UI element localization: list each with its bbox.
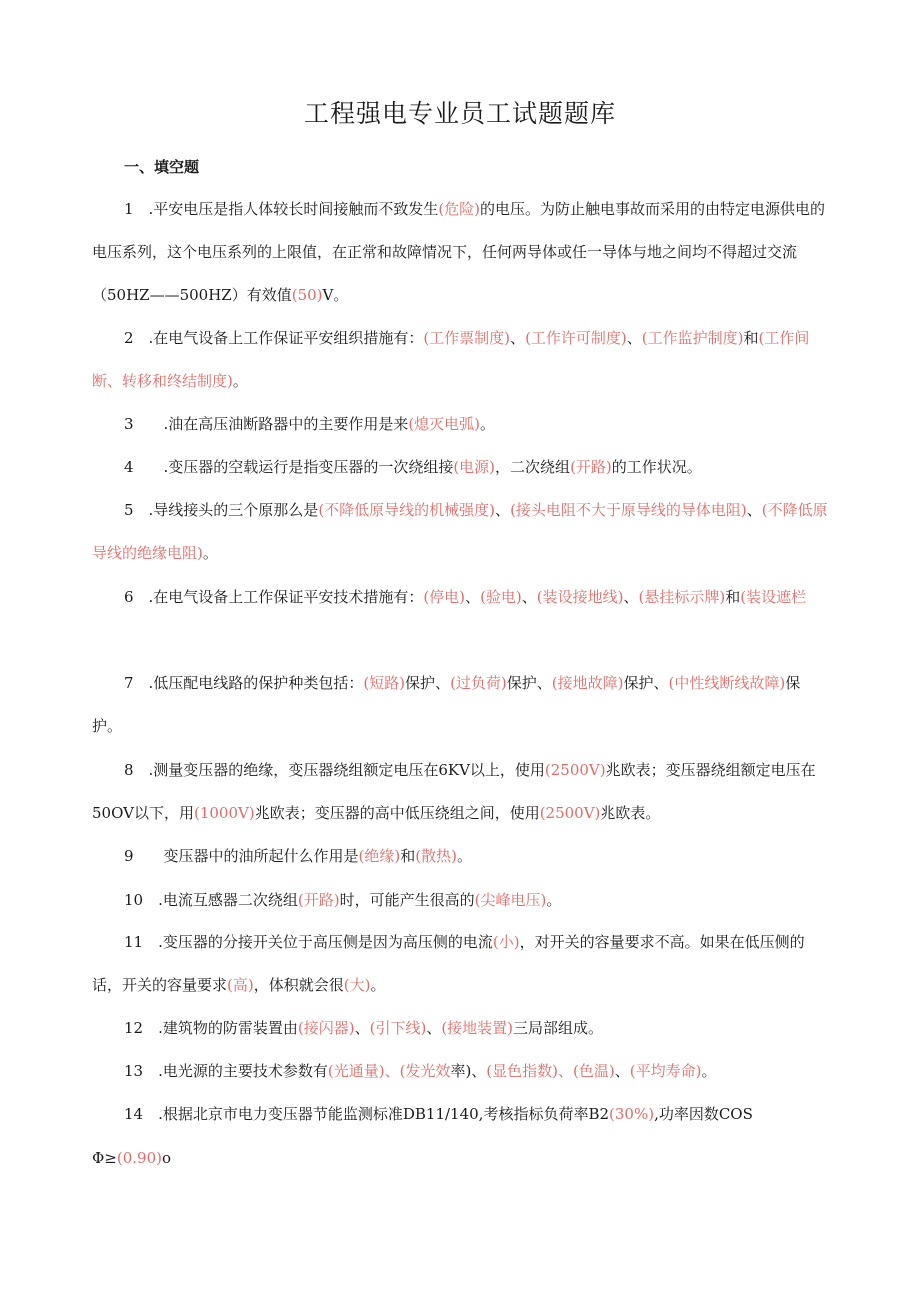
answer-text: (工作许可制度) — [525, 329, 627, 347]
question-text: 5 .导线接头的三个原那么是 — [124, 501, 319, 519]
answer-text: (过负荷) — [450, 674, 507, 692]
question-text: 兆欧表；变压器的高中低压绕组之间，使用 — [254, 804, 540, 822]
question-text: 、 — [510, 329, 526, 347]
answer-text: (开路) — [297, 891, 340, 909]
question-text: ，对开关的容量要求不高。如果在低压侧的话，开关的容量要求 — [92, 933, 805, 994]
question-text: 的工作状况。 — [611, 458, 702, 476]
answer-text: (发光效 — [399, 1062, 451, 1080]
question-14 — [92, 1093, 828, 1136]
question-text: 、 — [626, 329, 642, 347]
question-text: 10 .电流互感器二次绕组 — [124, 891, 298, 909]
question-text: 6 .在电气设备上工作保证平安技术措施有： — [124, 588, 424, 606]
question-text: 。 — [701, 1062, 717, 1080]
section-heading: 一、填空题 — [124, 158, 200, 176]
question-text: 。 — [370, 976, 386, 994]
question-text: 。 — [457, 847, 473, 865]
answer-text: (50) — [291, 286, 323, 304]
answer-text: (散热) — [415, 847, 457, 865]
answer-text: (验电) — [480, 588, 522, 606]
answer-text: (装设接地线) — [536, 588, 624, 606]
answer-text: (接地装置) — [441, 1019, 514, 1037]
answer-text: (接头电阻不大于原导线的导体电阻) — [510, 501, 747, 519]
question-text: 、 — [623, 588, 639, 606]
question-14-continuation — [92, 1137, 828, 1180]
answer-text: (开路) — [570, 458, 612, 476]
question-text: 12 .建筑物的防雷装置由 — [124, 1019, 298, 1037]
question-text: 率)、 — [450, 1062, 487, 1080]
question-text: 和 — [725, 588, 741, 606]
question-text: o — [161, 1149, 172, 1167]
question-text: 兆欧表；变压器绕组额定电压在50OV以下，用 — [92, 761, 816, 822]
question-9 — [92, 835, 828, 878]
question-2 — [92, 317, 828, 403]
question-text: 、 — [495, 501, 511, 519]
question-7 — [92, 662, 828, 748]
answer-text: (熄灭电弧) — [408, 415, 481, 433]
answer-text: (工作监护制度) — [641, 329, 744, 347]
question-text: 和 — [743, 329, 759, 347]
question-text: 、 — [354, 1019, 370, 1037]
answer-text: (显色指数)、 — [486, 1062, 574, 1080]
question-12 — [92, 1007, 828, 1050]
question-1 — [92, 188, 828, 317]
answer-text: (色温) — [573, 1062, 615, 1080]
question-text: ，体积就会很 — [253, 976, 344, 994]
question-text: 1 .平安电压是指人体较长时间接触而不致发生 — [124, 200, 439, 218]
question-text: 保护、 — [405, 674, 451, 692]
question-text: ，二次绕组 — [495, 458, 571, 476]
answer-text: (0.90) — [116, 1149, 162, 1167]
question-text: 。 — [202, 544, 218, 562]
answer-text: (1000V) — [193, 804, 255, 822]
question-text: 2 .在电气设备上工作保证平安组织措施有： — [124, 329, 424, 347]
question-text: 、 — [426, 1019, 442, 1037]
answer-text: (光通量)、 — [327, 1062, 400, 1080]
question-text: 9 变压器中的油所起什么作用是 — [124, 847, 359, 865]
answer-text: (大) — [343, 976, 371, 994]
question-text: Φ≥ — [92, 1149, 117, 1167]
question-text: ,功率因数COS — [654, 1105, 753, 1123]
question-text: 保护。 — [92, 674, 801, 735]
question-5 — [92, 489, 828, 575]
question-text: 。 — [232, 372, 248, 390]
question-text: 兆欧表。 — [600, 804, 661, 822]
question-text: 13 .电光源的主要技术参数有 — [124, 1062, 328, 1080]
answer-text: (不降低原导线的绝缘电阻) — [92, 501, 828, 562]
question-text: 。 — [546, 891, 562, 909]
answer-text: (中性线断线故障) — [668, 674, 786, 692]
question-3 — [92, 403, 828, 446]
answer-text: (高) — [227, 976, 254, 994]
question-text: 的电压。为防止触电事故而采用的由特定电源供电的电压系列，这个电压系列的上限值，在正常和故障情况下，任何两导体或任一导体与地之间均不得超过交流（50HZ——500HZ）有效值 — [92, 200, 826, 304]
question-text: 、 — [614, 1062, 630, 1080]
answer-text: (悬挂标示牌) — [638, 588, 726, 606]
question-text: V。 — [322, 286, 349, 304]
question-text: 7 .低压配电线路的保护种类包括： — [124, 674, 364, 692]
answer-text: (30%) — [609, 1105, 655, 1123]
question-text: 、 — [521, 588, 537, 606]
question-8 — [92, 749, 828, 835]
page-title: 工程强电专业员工试题题库 — [303, 99, 616, 128]
question-text: 8 .测量变压器的绝缘，变压器绕组额定电压在6KV以上，使用 — [124, 761, 545, 779]
question-text: 3 .油在高压油断路器中的主要作用是来 — [124, 415, 409, 433]
answer-text: (接闪器) — [297, 1019, 355, 1037]
question-text: 时，可能产生很高的 — [339, 891, 475, 909]
answer-text: (平均寿命) — [629, 1062, 702, 1080]
answer-text: (尖峰电压) — [474, 891, 547, 909]
question-text: 4 .变压器的空载运行是指变压器的一次绕组接 — [124, 458, 454, 476]
answer-text: (短路) — [363, 674, 406, 692]
answer-text: (接地故障) — [551, 674, 624, 692]
answer-text: (2500V) — [539, 804, 601, 822]
question-text: 保护、 — [506, 674, 552, 692]
question-text: 11 .变压器的分接开关位于高压侧是因为高压侧的电流 — [124, 933, 493, 951]
question-13 — [92, 1050, 828, 1093]
question-text: 、 — [746, 501, 762, 519]
question-text: 保护、 — [623, 674, 669, 692]
answer-text: (小) — [492, 933, 520, 951]
answer-text: (电源) — [453, 458, 496, 476]
question-10 — [92, 879, 828, 922]
question-text: 和 — [400, 847, 416, 865]
answer-text: (不降低原导线的机械强度) — [318, 501, 496, 519]
answer-text: (2500V) — [544, 761, 606, 779]
answer-text: (绝缘) — [358, 847, 401, 865]
answer-text: (装设遮栏 — [740, 588, 807, 606]
question-text: 三局部组成。 — [513, 1019, 604, 1037]
question-text: 、 — [465, 588, 481, 606]
answer-text: (危险) — [438, 200, 481, 218]
answer-text: (停电) — [423, 588, 466, 606]
question-11 — [92, 921, 828, 1007]
answer-text: (引下线) — [369, 1019, 427, 1037]
question-4 — [92, 446, 828, 489]
answer-text: (工作间断、转移和终结制度) — [92, 329, 810, 390]
question-6 — [92, 576, 828, 619]
question-text: 。 — [480, 415, 496, 433]
question-text: 14 .根据北京市电力变压器节能监测标准DB11/140,考核指标负荷率B2 — [124, 1105, 610, 1123]
answer-text: (工作票制度) — [423, 329, 511, 347]
